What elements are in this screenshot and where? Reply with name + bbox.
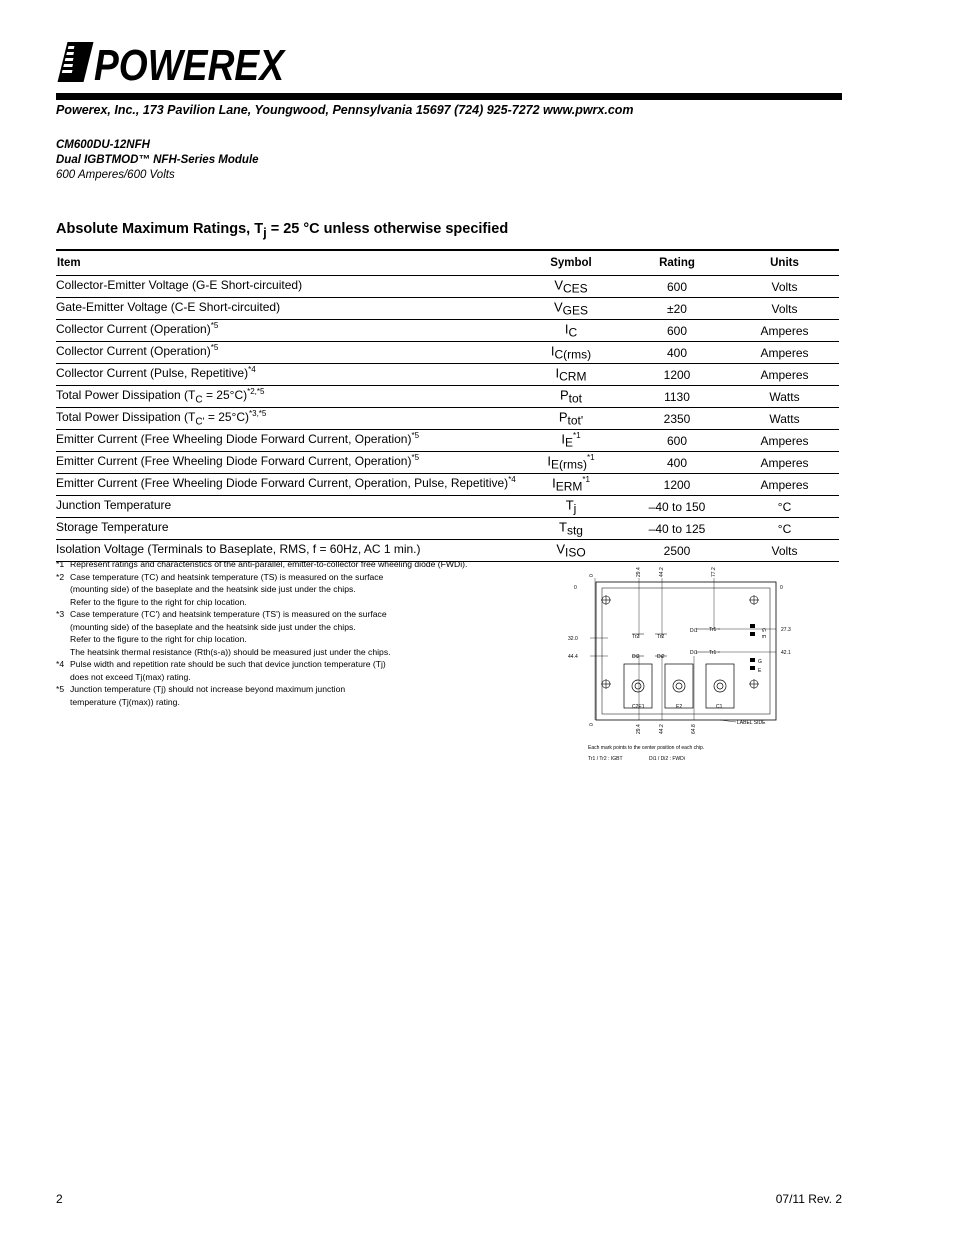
footnote-number: *4: [56, 659, 65, 669]
page-number: 2: [56, 1192, 63, 1206]
units-cell: Amperes: [730, 364, 839, 386]
symbol-cell: $P_{tot}$: [518, 386, 624, 408]
symbol-cell: $T_j$: [518, 496, 624, 518]
rating-cell: 2350: [624, 408, 730, 430]
dim-right-0: 0: [780, 585, 783, 591]
rating-cell: 1200: [624, 474, 730, 496]
module-outline: [596, 582, 776, 720]
footnote-number: *1: [56, 559, 65, 569]
symbol-cell: $I_{E(rms)}^{*1}$: [518, 452, 624, 474]
units-cell: Watts: [730, 408, 839, 430]
dim-top-1: 29.4: [636, 567, 642, 577]
rating-cell: 400: [624, 342, 730, 364]
column-header-rating: Rating: [624, 250, 730, 276]
rating-cell: 400: [624, 452, 730, 474]
units-cell: Amperes: [730, 320, 839, 342]
section-heading: Absolute Maximum Ratings, $T_j = 25$ °C unless otherwise specified: [56, 221, 509, 240]
footnote-line: temperature (Tj(max)) rating.: [70, 696, 180, 707]
footnote-line: [56, 658, 516, 671]
footnote-number: *5: [56, 684, 65, 694]
footnote-line: [56, 683, 516, 696]
units-cell: °C: [730, 496, 839, 518]
chip-label: Tr1: [709, 627, 717, 633]
item-cell: Total Power Dissipation $(T_C = 25^\circ C)^{*2,*5}$: [56, 386, 518, 408]
footnotes: [56, 558, 516, 708]
item-cell: Total Power Dissipation $(T_{C'} = 25^\circ C)^{*3,*5}$: [56, 408, 518, 430]
table-row: [56, 474, 839, 496]
footnote-line: (mounting side) of the baseplate and the heatsink side just under the chips.: [70, 584, 356, 594]
units-cell: Amperes: [730, 430, 839, 452]
chip-label: Tr2: [632, 634, 640, 640]
chip-label: Tr2: [657, 634, 665, 640]
rating-cell: ±20: [624, 298, 730, 320]
column-header-symbol: Symbol: [518, 250, 624, 276]
footnote-text: Junction temperature (Tj) should not increase beyond maximum junction: [70, 684, 346, 694]
dim-right-1: 27.3: [781, 627, 791, 633]
footnote-line: Refer to the figure to the right for chip location.: [70, 596, 247, 607]
rating-cell: 600: [624, 430, 730, 452]
terminal-label: C1: [716, 704, 723, 710]
table-row: [56, 430, 839, 452]
chip-label: Di2: [657, 654, 665, 660]
item-cell: Emitter Current (Free Wheeling Diode Forward Current, Operation)$^{*5}$: [56, 452, 518, 474]
dim-bottom-2: 44.2: [659, 724, 665, 734]
side-label: E: [760, 635, 766, 639]
rating-cell: –40 to 125: [624, 518, 730, 540]
symbol-cell: $I_{CRM}$: [518, 364, 624, 386]
item-cell: Emitter Current (Free Wheeling Diode Forward Current, Operation)$^{*5}$: [56, 430, 518, 452]
rating-cell: 600: [624, 276, 730, 298]
ratings-table: [56, 249, 839, 562]
units-cell: °C: [730, 518, 839, 540]
terminal-label: E2: [676, 704, 683, 710]
rating-cell: 2500: [624, 540, 730, 562]
footnote-text: Represent ratings and characteristics of the anti-parallel, emitter-to-collector free wheeling diode (FWDi).: [70, 559, 468, 569]
item-cell: Storage Temperature: [56, 518, 518, 540]
label-side-text: LABEL SIDE: [737, 720, 766, 726]
units-cell: Volts: [730, 298, 839, 320]
symbol-cell: $I_{C(rms)}$: [518, 342, 624, 364]
item-cell: Collector Current (Operation)$^{*5}$: [56, 342, 518, 364]
dim-left-2: 44.4: [568, 654, 578, 660]
footnote-line: [56, 558, 516, 571]
symbol-cell: $T_{stg}$: [518, 518, 624, 540]
dim-bottom-0: 0: [589, 723, 595, 726]
rating-cell: –40 to 150: [624, 496, 730, 518]
powerex-logo: [56, 40, 288, 90]
table-row: [56, 276, 839, 298]
part-number: CM600DU-12NFH: [56, 139, 150, 151]
item-cell: Collector-Emitter Voltage (G-E Short-circuited): [56, 276, 518, 298]
units-cell: Amperes: [730, 342, 839, 364]
item-cell: Collector Current (Pulse, Repetitive)$^{*4}$: [56, 364, 518, 386]
item-cell: Isolation Voltage (Terminals to Baseplate, RMS, f = 60Hz, AC 1 min.): [56, 540, 518, 562]
table-row: [56, 408, 839, 430]
footnote-line: [56, 608, 516, 621]
symbol-cell: $V_{ISO}$: [518, 540, 624, 562]
footnote-number: *2: [56, 571, 65, 582]
terminal-label: C2E1: [632, 704, 645, 710]
item-cell: Junction Temperature: [56, 496, 518, 518]
units-cell: Volts: [730, 276, 839, 298]
column-header-item: Item: [56, 250, 518, 276]
logo-text: POWEREX: [94, 41, 287, 90]
table-row: [56, 386, 839, 408]
dim-bottom-1: 29.4: [636, 724, 642, 734]
product-subtitle: Dual IGBTMOD™ NFH-Series Module: [56, 154, 259, 166]
chip-label: Di2: [632, 654, 640, 660]
company-address: Powerex, Inc., 173 Pavilion Lane, Youngwood, Pennsylvania 15697 (724) 925-7272 www.pwrx.com: [56, 103, 634, 117]
symbol-cell: $I_E^{*1}$: [518, 430, 624, 452]
item-cell: Emitter Current (Free Wheeling Diode Forward Current, Operation, Pulse, Repetitive)$^{*4}$: [56, 474, 518, 496]
table-row: [56, 496, 839, 518]
units-cell: Amperes: [730, 474, 839, 496]
dim-top-3: 77.2: [711, 567, 717, 577]
footnote-line: [56, 571, 516, 584]
symbol-cell: $I_C$: [518, 320, 624, 342]
symbol-cell: $I_{ERM}^{*1}$: [518, 474, 624, 496]
module-inner-outline: [602, 588, 770, 714]
side-label: G: [760, 628, 766, 632]
footnote-line: does not exceed Tj(max) rating.: [70, 671, 191, 682]
mounting-hole-icon: [601, 595, 759, 689]
footnote-text: Case temperature (TC') and heatsink temperature (TS') is measured on the surface: [70, 609, 387, 619]
footnote-line: Refer to the figure to the right for chip location.: [70, 634, 247, 644]
item-cell: Collector Current (Operation)$^{*5}$: [56, 320, 518, 342]
units-cell: Amperes: [730, 452, 839, 474]
units-cell: Volts: [730, 540, 839, 562]
legend-igbt: Tr1 / Tr2 : IGBT: [588, 756, 623, 762]
rating-cell: 1200: [624, 364, 730, 386]
table-row: [56, 320, 839, 342]
table-row: [56, 452, 839, 474]
dim-left-1: 32.0: [568, 636, 578, 642]
footnote-line: (mounting side) of the baseplate and the heatsink side just under the chips.: [70, 621, 356, 632]
diagram-caption: Each mark points to the center position of each chip.: [588, 745, 705, 751]
item-cell: Gate-Emitter Voltage (C-E Short-circuited): [56, 298, 518, 320]
header-rule: [56, 93, 842, 100]
table-header-row: [56, 250, 839, 276]
table-row: [56, 298, 839, 320]
chip-label: Di1: [690, 650, 698, 656]
side-label: E: [758, 668, 762, 674]
symbol-cell: $P_{tot'}$: [518, 408, 624, 430]
legend-fwdi: Di1 / Di2 : FWDi: [649, 756, 685, 762]
footnote-text: Case temperature (TC) and heatsink temperature (TS) is measured on the surface: [70, 571, 384, 582]
dim-right-2: 42.1: [781, 650, 791, 656]
footnote-number: *3: [56, 609, 65, 619]
footnote-text: Pulse width and repetition rate should be such that device junction temperature (Tj): [70, 659, 386, 669]
terminal-icon: [624, 664, 734, 708]
chip-location-figure: [568, 560, 798, 765]
units-cell: Watts: [730, 386, 839, 408]
dim-left-0: 0: [574, 585, 577, 591]
column-header-units: Units: [730, 250, 839, 276]
footnote-line: The heatsink thermal resistance (Rth(s-a)) should be measured just under the chips.: [70, 646, 391, 657]
table-row: [56, 342, 839, 364]
product-spec: 600 Amperes/600 Volts: [56, 169, 175, 181]
table-row: [56, 518, 839, 540]
symbol-cell: $V_{GES}$: [518, 298, 624, 320]
rating-cell: 1130: [624, 386, 730, 408]
chip-label: Di1: [690, 628, 698, 634]
side-label: G: [758, 659, 762, 665]
table-row: [56, 364, 839, 386]
revision-date: 07/11 Rev. 2: [775, 1192, 842, 1206]
dim-top-2: 44.2: [659, 567, 665, 577]
dim-bottom-3: 64.8: [691, 724, 697, 734]
chip-label: Tr1: [709, 650, 717, 656]
rating-cell: 600: [624, 320, 730, 342]
dim-top-0: 0: [589, 574, 595, 577]
symbol-cell: $V_{CES}$: [518, 276, 624, 298]
